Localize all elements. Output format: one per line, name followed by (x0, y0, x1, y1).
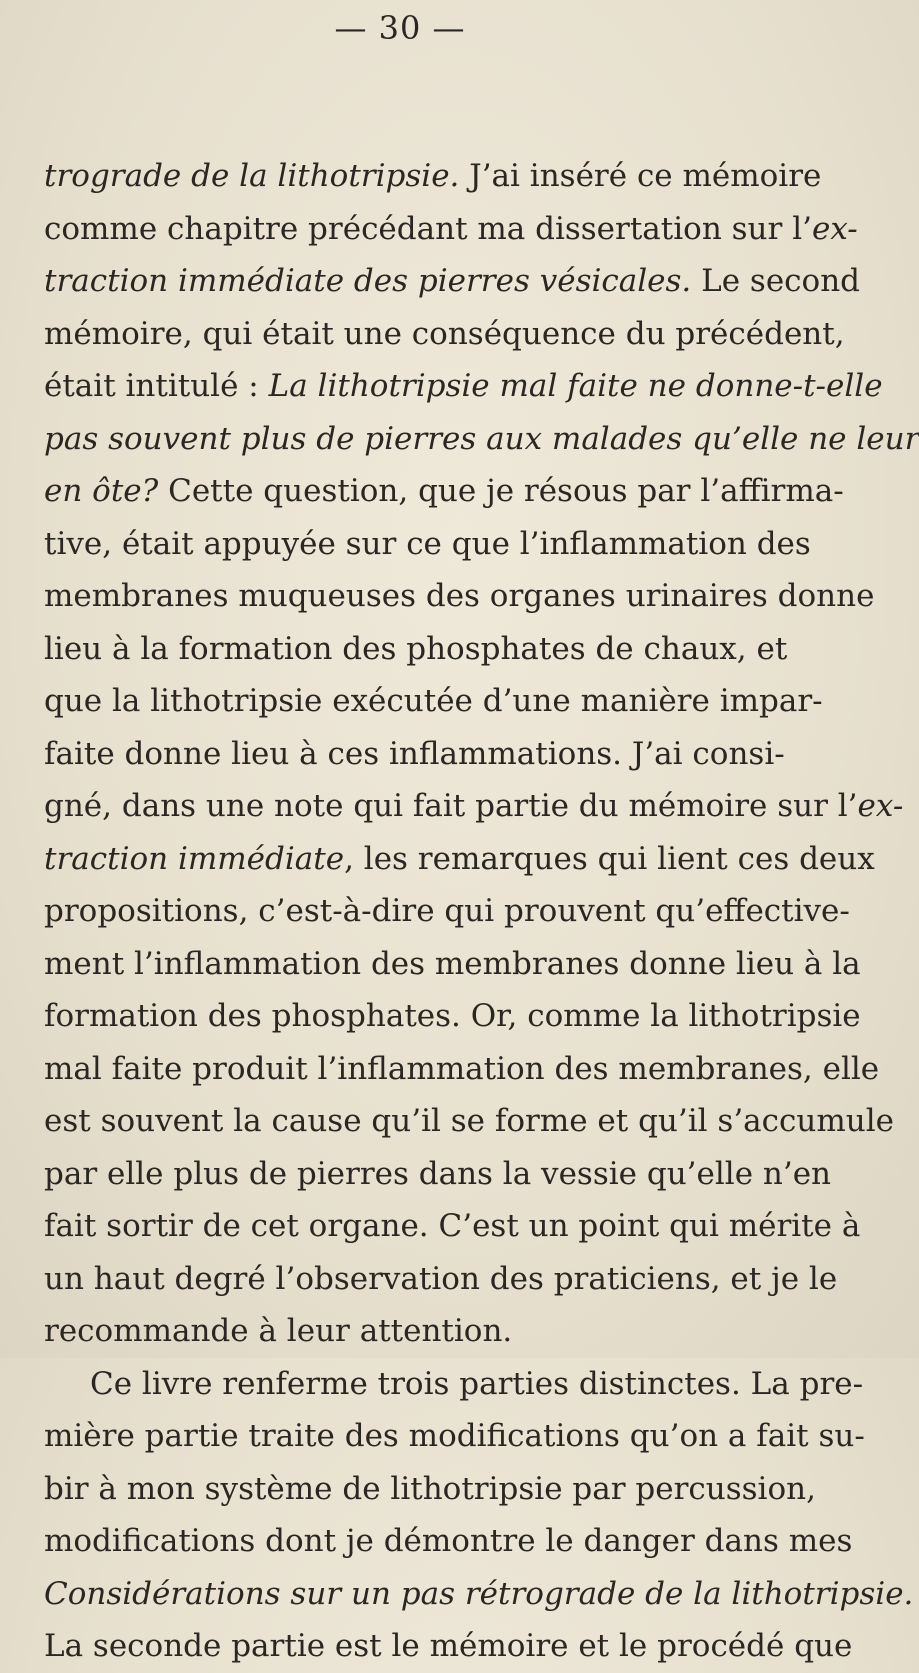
text-segment: mal faite produit l’inflammation des membranes, elle (44, 1050, 880, 1087)
text-segment: tive, était appuyée sur ce que l’inflammation des (44, 525, 811, 562)
text-segment: membranes muqueuses des organes urinaires donne (44, 578, 875, 614)
text-line (44, 1358, 864, 1411)
text-line (44, 623, 788, 676)
text-line (44, 308, 845, 361)
text-segment: J’ai inséré ce mémoire (459, 158, 822, 194)
text-segment: lieu à la formation des phosphates de chaux, et (44, 630, 788, 667)
italic-text: Considérations sur un pas rétrograde de la lithotripsie. (44, 1575, 914, 1612)
italic-text: traction immédiate des pierres vésicales. (44, 263, 692, 299)
italic-text: en ôte? (44, 473, 159, 509)
text-segment: La seconde partie est le mémoire et le procédé que (44, 1628, 853, 1664)
text-segment: comme chapitre précédant ma dissertation sur l’ (44, 210, 812, 247)
text-segment: était intitulé : (44, 368, 269, 404)
text-segment: propositions, c’est-à-dire qui prouvent qu’effective- (44, 893, 850, 929)
text-segment: modifications dont je démontre le danger dans mes (44, 1523, 853, 1559)
text-segment: gné, dans une note qui fait partie du mémoire sur l’ (44, 788, 858, 824)
text-line (44, 360, 883, 413)
text-line (44, 990, 861, 1043)
text-segment: Ce livre renferme trois parties distinctes. La pre- (90, 1365, 864, 1402)
italic-text: pas souvent plus de pierres aux malades qu’elle ne leur (44, 420, 919, 457)
text-line (44, 728, 785, 781)
text-line (44, 938, 861, 991)
text-line (44, 1148, 832, 1201)
text-line (44, 1253, 838, 1306)
text-segment: recommande à leur attention. (44, 1313, 513, 1349)
text-segment: mémoire, qui était une conséquence du précédent, (44, 315, 845, 352)
text-line (44, 1463, 816, 1516)
text-line (44, 570, 875, 623)
italic-text: La lithotripsie mal faite ne donne-t-elle (268, 368, 883, 404)
text-segment: , les remarques qui lient ces deux (344, 840, 875, 877)
text-line (44, 885, 850, 938)
text-segment: bir à mon système de lithotripsie par percussion, (44, 1470, 816, 1507)
italic-text: ex- (857, 788, 904, 824)
text-line (44, 150, 822, 203)
text-line (44, 1568, 914, 1621)
text-segment: mière partie traite des modifications qu’on a fait su- (44, 1418, 865, 1454)
text-line (44, 413, 919, 466)
text-segment: ment l’inflammation des membranes donne lieu à la (44, 945, 861, 982)
text-segment: fait sortir de cet organe. C’est un point qui mérite à (44, 1208, 861, 1244)
text-line (44, 1200, 861, 1253)
text-line (44, 465, 844, 518)
text-line (44, 1410, 865, 1463)
text-segment: faite donne lieu à ces inflammations. J’ai consi- (44, 735, 785, 772)
text-segment: un haut degré l’observation des praticiens, et je le (44, 1260, 838, 1297)
text-line (44, 518, 811, 571)
text-segment: que la lithotripsie exécutée d’une manière impar- (44, 683, 823, 719)
text-segment: est souvent la cause qu’il se forme et qu’il s’accumule (44, 1103, 894, 1139)
text-line (44, 203, 858, 256)
text-line (44, 1043, 880, 1096)
italic-text: ex- (811, 210, 858, 247)
body-text (44, 150, 919, 1673)
text-segment: par elle plus de pierres dans la vessie qu’elle n’en (44, 1155, 832, 1192)
text-line (44, 780, 904, 833)
text-segment: Le second (691, 263, 861, 299)
text-segment: formation des phosphates. Or, comme la lithotripsie (44, 998, 861, 1034)
text-line (44, 833, 875, 886)
text-line (44, 1620, 853, 1673)
page-number: — 30 — (334, 9, 466, 47)
text-segment: Cette question, que je résous par l’affirma- (158, 473, 844, 509)
text-line (44, 1095, 894, 1148)
text-line (44, 1515, 853, 1568)
text-line (44, 1305, 766, 1358)
text-line (44, 675, 823, 728)
italic-text: trograde de la lithotripsie. (44, 158, 460, 194)
italic-text: traction immédiate (44, 840, 345, 877)
text-line (44, 255, 861, 308)
